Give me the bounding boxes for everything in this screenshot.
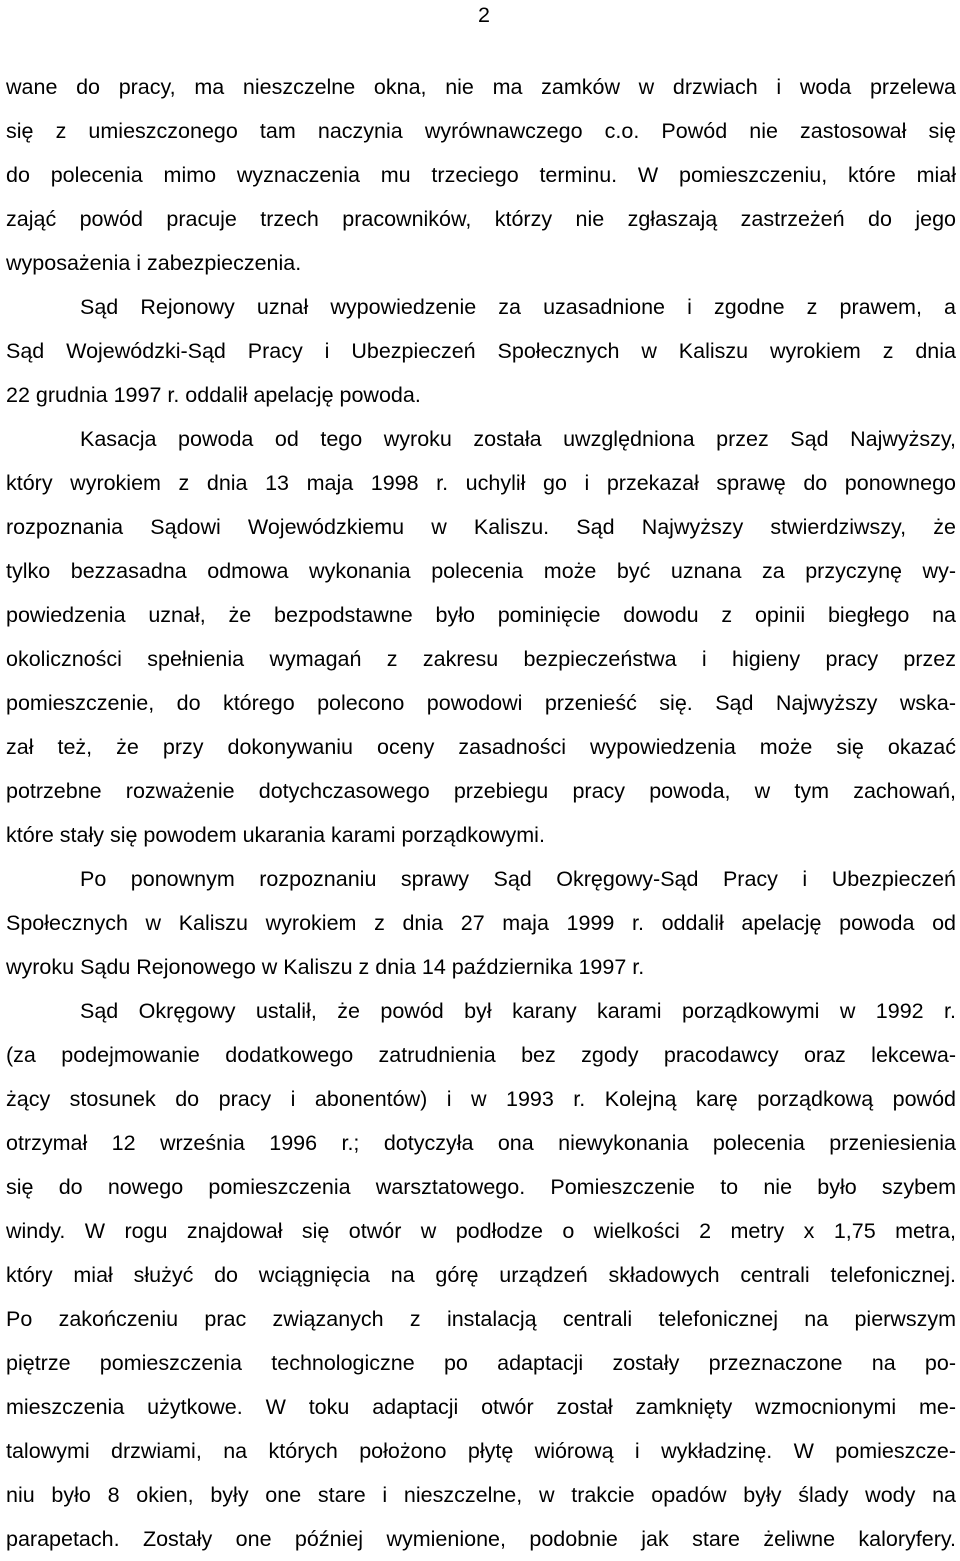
text-line: który wyrokiem z dnia 13 maja 1998 r. uchylił go i przekazał sprawę do ponownego: [6, 471, 956, 495]
text-line: powiedzenia uznał, że bezpodstawne było pominięcie dowodu z opinii biegłego na: [6, 603, 956, 627]
text-line: żący stosunek do pracy i abonentów) i w 1993 r. Kolejną karę porządkową powód: [6, 1087, 956, 1111]
text-line: wane do pracy, ma nieszczelne okna, nie ma zamków w drzwiach i woda przelewa: [6, 75, 956, 99]
text-line: tylko bezzasadna odmowa wykonania polecenia może być uznana za przyczynę wy-: [6, 559, 956, 583]
text-line: 22 grudnia 1997 r. oddalił apelację powoda.: [6, 383, 421, 407]
text-line: który miał służyć do wciągnięcia na górę urządzeń składowych centrali telefonicznej.: [6, 1263, 956, 1287]
text-line: Sąd Okręgowy ustalił, że powód był karany karami porządkowymi w 1992 r.: [80, 999, 956, 1023]
text-line: okoliczności spełnienia wymagań z zakresu bezpieczeństwa i higieny pracy przez: [6, 647, 956, 671]
text-line: które stały się powodem ukarania karami porządkowymi.: [6, 823, 545, 847]
text-line: pomieszczenie, do którego polecono powodowi przenieść się. Sąd Najwyższy wska-: [6, 691, 956, 715]
text-line: Kasacja powoda od tego wyroku została uwzględniona przez Sąd Najwyższy,: [80, 427, 956, 451]
text-line: (za podejmowanie dodatkowego zatrudnienia bez zgody pracodawcy oraz lekcewa-: [6, 1043, 956, 1067]
text-line: parapetach. Zostały one później wymienione, podobnie jak stare żeliwne kaloryfery.: [6, 1527, 956, 1551]
text-line: mieszczenia użytkowe. W toku adaptacji otwór został zamknięty wzmocnionymi me-: [6, 1395, 956, 1419]
text-line: Po ponownym rozpoznaniu sprawy Sąd Okręgowy-Sąd Pracy i Ubezpieczeń: [80, 867, 956, 891]
text-line: Społecznych w Kaliszu wyrokiem z dnia 27 maja 1999 r. oddalił apelację powoda od: [6, 911, 956, 935]
text-line: talowymi drzwiami, na których położono płytę wiórową i wykładzinę. W pomieszcze-: [6, 1439, 956, 1463]
text-line: zająć powód pracuje trzech pracowników, którzy nie zgłaszają zastrzeżeń do jego: [6, 207, 956, 231]
text-line: się do nowego pomieszczenia warsztatowego. Pomieszczenie to nie było szybem: [6, 1175, 956, 1199]
text-line: zał też, że przy dokonywaniu oceny zasadności wypowiedzenia może się okazać: [6, 735, 956, 759]
text-line: Sąd Wojewódzki-Sąd Pracy i Ubezpieczeń Społecznych w Kaliszu wyrokiem z dnia: [6, 339, 956, 363]
text-line: wyposażenia i zabezpieczenia.: [6, 251, 302, 275]
text-line: wyroku Sądu Rejonowego w Kaliszu z dnia 14 października 1997 r.: [6, 955, 645, 979]
text-line: Sąd Rejonowy uznał wypowiedzenie za uzasadnione i zgodne z prawem, a: [80, 295, 956, 319]
text-line: potrzebne rozważenie dotychczasowego przebiegu pracy powoda, w tym zachowań,: [6, 779, 956, 803]
body-text: [6, 65, 956, 1561]
text-line: otrzymał 12 września 1996 r.; dotyczyła ona niewykonania polecenia przeniesienia: [6, 1131, 956, 1155]
text-line: windy. W rogu znajdował się otwór w podłodze o wielkości 2 metry x 1,75 metra,: [6, 1219, 956, 1243]
text-line: się z umieszczonego tam naczynia wyrównawczego c.o. Powód nie zastosował się: [6, 119, 956, 143]
text-line: do polecenia mimo wyznaczenia mu trzeciego terminu. W pomieszczeniu, które miał: [6, 163, 956, 187]
text-line: niu było 8 okien, były one stare i nieszczelne, w trakcie opadów były ślady wody na: [6, 1483, 956, 1507]
text-line: piętrze pomieszczenia technologiczne po adaptacji zostały przeznaczone na po-: [6, 1351, 956, 1375]
page-number: 2: [478, 3, 490, 27]
text-line: rozpoznania Sądowi Wojewódzkiemu w Kaliszu. Sąd Najwyższy stwierdziwszy, że: [6, 515, 956, 539]
text-line: Po zakończeniu prac związanych z instalacją centrali telefonicznej na pierwszym: [6, 1307, 956, 1331]
